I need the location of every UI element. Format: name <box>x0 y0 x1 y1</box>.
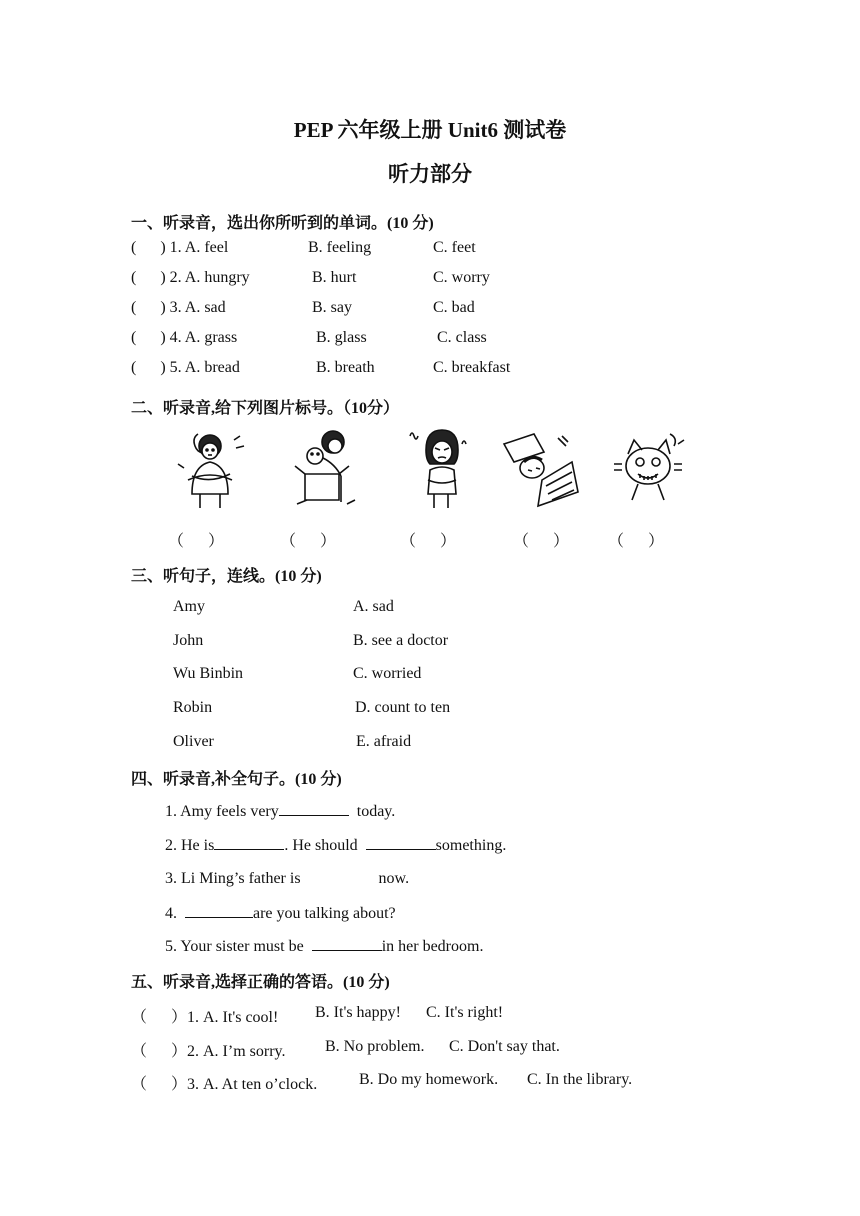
angry-girl-picture <box>400 424 482 514</box>
page-subtitle: 听力部分 <box>388 162 472 186</box>
answer-blank[interactable] <box>214 835 284 850</box>
match-right-3: C. worried <box>353 665 422 682</box>
part1-q4-a: ( ) 4. A. grass <box>131 329 238 346</box>
match-left-3: Wu Binbin <box>173 665 244 682</box>
part1-q2-b: B. hurt <box>312 269 357 286</box>
match-right-2: B. see a doctor <box>353 632 449 649</box>
match-left-2: John <box>173 632 204 649</box>
part1-heading: 一、听录音，选出你所听到的单词。(10 分) <box>131 215 434 232</box>
answer-blank[interactable] <box>366 835 436 850</box>
answer-blank[interactable] <box>312 936 382 951</box>
part5-q3-b: B. Do my homework. <box>359 1071 499 1088</box>
cold-boy-picture <box>170 424 252 514</box>
match-left-4: Robin <box>173 699 213 716</box>
part1-q1-c: C. feet <box>433 239 476 256</box>
part1-q2-c: C. worry <box>433 269 490 286</box>
answer-blank[interactable] <box>279 801 349 816</box>
part1-q5-c: C. breakfast <box>433 359 511 376</box>
match-right-5: E. afraid <box>356 733 412 750</box>
part5-q3-a: （ ）3. A. At ten o’clock. <box>131 1076 318 1093</box>
fill-sentence-4: 4. are you talking about? <box>165 905 396 922</box>
page-title: PEP 六年级上册 Unit6 测试卷 <box>293 118 567 142</box>
part1-q3-c: C. bad <box>433 299 475 316</box>
part5-q3-c: C. In the library. <box>527 1071 633 1088</box>
part1-q5-b: B. breath <box>316 359 375 376</box>
match-right-1: A. sad <box>353 598 394 615</box>
picture2-bracket: （ ） <box>280 533 337 550</box>
picture5-bracket: （ ） <box>608 533 665 550</box>
part5-heading: 五、听录音,选择正确的答语。(10 分) <box>131 974 390 991</box>
fill-sentence-5: 5. Your sister must be in her bedroom. <box>165 938 484 955</box>
happy-boy-with-box-picture <box>285 424 367 514</box>
part4-heading: 四、听录音,补全句子。(10 分) <box>131 771 342 788</box>
fill-sentence-3: 3. Li Ming’s father is now. <box>165 870 410 887</box>
part1-q1-a: ( ) 1. A. feel <box>131 239 229 256</box>
part5-q1-c: C. It's right! <box>426 1004 504 1021</box>
part1-q3-b: B. say <box>312 299 352 316</box>
tired-in-bed-picture <box>498 424 580 514</box>
part5-q2-c: C. Don't say that. <box>449 1038 560 1055</box>
part5-q2-a: （ ）2. A. I’m sorry. <box>131 1043 286 1060</box>
picture3-bracket: （ ） <box>400 533 457 550</box>
part1-q3-a: ( ) 3. A. sad <box>131 299 226 316</box>
part2-heading: 二、听录音,给下列图片标号。（10分） <box>131 400 400 417</box>
fill-sentence-1: 1. Amy feels very today. <box>165 803 396 820</box>
match-left-5: Oliver <box>173 733 214 750</box>
part1-q4-c: C. class <box>437 329 487 346</box>
part5-q1-b: B. It's happy! <box>315 1004 401 1021</box>
part1-q4-b: B. glass <box>316 329 367 346</box>
fill-sentence-2: 2. He is . He should something. <box>165 837 507 854</box>
answer-blank[interactable] <box>185 903 253 918</box>
part1-q1-b: B. feeling <box>308 239 372 256</box>
answer-blank[interactable] <box>301 869 379 883</box>
part3-heading: 三、听句子，连线。(10 分) <box>131 568 322 585</box>
part1-q2-a: ( ) 2. A. hungry <box>131 269 250 286</box>
match-left-1: Amy <box>173 598 205 615</box>
part1-q5-a: ( ) 5. A. bread <box>131 359 240 376</box>
scared-cat-picture <box>608 424 690 514</box>
picture4-bracket: （ ） <box>513 533 570 550</box>
part5-q2-b: B. No problem. <box>325 1038 425 1055</box>
match-right-4: D. count to ten <box>355 699 451 716</box>
part5-q1-a: （ ）1. A. It's cool! <box>131 1009 279 1026</box>
picture1-bracket: （ ） <box>168 533 225 550</box>
